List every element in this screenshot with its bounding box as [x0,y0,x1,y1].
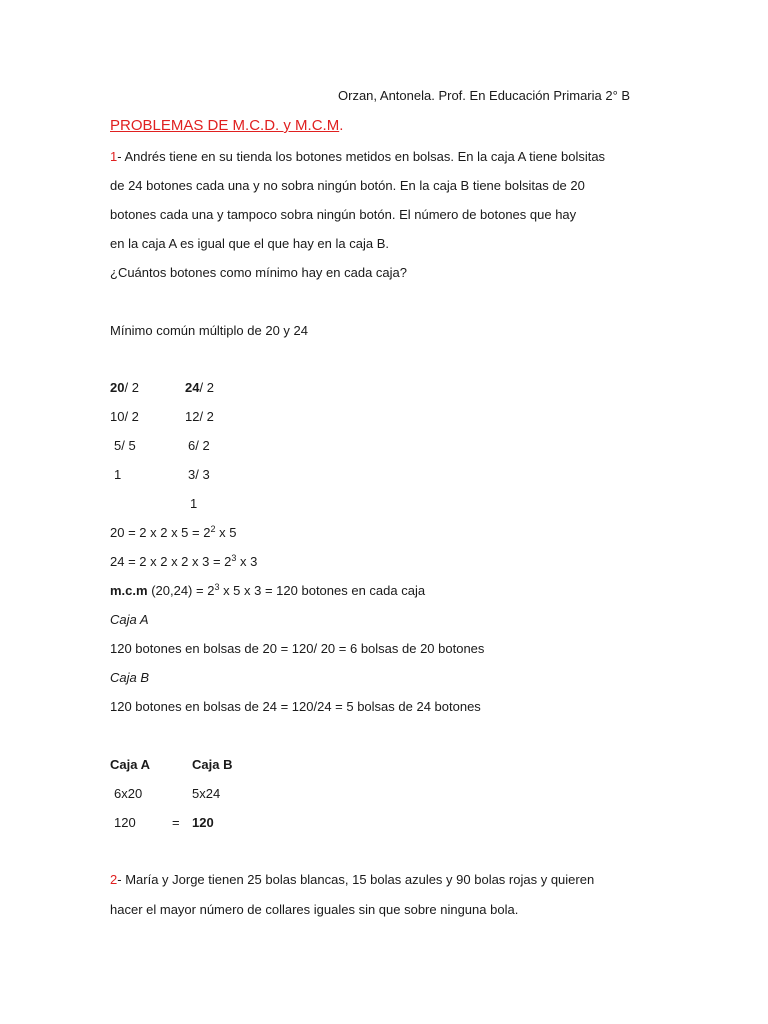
factorization-20-tail: x 5 [215,525,237,540]
division-right-row-4: 3/ 3 [188,467,210,482]
problem-2-line-1 [110,871,594,889]
title-period: . [339,117,344,134]
caja-a-label: Caja A [110,612,149,627]
problem-1-line-1 [110,148,605,166]
summary-total-a: 120 [114,815,136,830]
caja-a-calculation: 120 botones en bolsas de 20 = 120/ 20 = 6 bolsas de 20 botones [110,641,485,656]
summary-header-a: Caja A [110,757,150,772]
summary-calc-a: 6x20 [114,786,143,801]
caja-b-calculation: 120 botones en bolsas de 24 = 120/24 = 5 bolsas de 24 botones [110,699,481,714]
division-left-row-4: 1 [114,467,122,482]
problem-2-line-2: hacer el mayor número de collares iguales sin que sobre ninguna bola. [110,902,519,917]
summary-calc-b: 5x24 [192,786,221,801]
division-right-row-3: 6/ 2 [188,438,210,453]
problem-1-line-4: en la caja A es igual que el que hay en la caja B. [110,236,389,251]
problem-1-question: ¿Cuántos botones como mínimo hay en cada caja? [110,265,408,280]
summary-header-b: Caja B [192,757,233,772]
problem-2-dash: - [117,872,126,887]
division-left-row-1 [110,379,139,397]
factorization-24-tail: x 3 [236,554,258,569]
division-left-row-2: 10/ 2 [110,409,139,424]
mcm-exponent: 3 [214,582,220,592]
factorization-24 [110,553,257,571]
document-title [110,117,343,135]
division-right-row-2: 12/ 2 [185,409,214,424]
title-text: PROBLEMAS DE M.C.D. y M.C.M [110,117,340,134]
factorization-20-text: 20 = 2 x 2 x 5 = 2 [110,525,211,540]
problem-1-text: Andrés tiene en su tienda los botones metidos en bolsas. En la caja A tiene bolsitas [124,149,606,164]
factorization-24-exponent: 3 [231,553,237,563]
division-right-row-1 [185,379,214,397]
problem-2-number: 2 [110,872,118,887]
division-left-start: 20 [110,380,125,395]
division-left-row-3: 5/ 5 [114,438,136,453]
factorization-20-exponent: 2 [210,524,216,534]
problem-1-dash: - [117,149,125,164]
mcm-text: (20,24) = 2 [147,583,215,598]
division-right-divisor: / 2 [199,380,214,395]
mcm-label: m.c.m [110,583,148,598]
lcm-heading: Mínimo común múltiplo de 20 y 24 [110,323,308,338]
caja-b-label: Caja B [110,670,150,685]
summary-equals: = [172,815,180,830]
division-right-start: 24 [185,380,200,395]
division-left-divisor: / 2 [124,380,139,395]
problem-2-text: María y Jorge tienen 25 bolas blancas, 15 bolas azules y 90 bolas rojas y quieren [125,872,595,887]
mcm-result [110,582,425,600]
factorization-24-text: 24 = 2 x 2 x 2 x 3 = 2 [110,554,232,569]
factorization-20 [110,524,236,542]
problem-1-line-2: de 24 botones cada una y no sobra ningún botón. En la caja B tiene bolsitas de 20 [110,178,585,193]
problem-1-line-3: botones cada una y tampoco sobra ningún botón. El número de botones que hay [110,207,577,222]
problem-1-number: 1 [110,149,118,164]
summary-total-b: 120 [192,815,214,830]
mcm-tail: x 5 x 3 = 120 botones en cada caja [219,583,426,598]
page-header: Orzan, Antonela. Prof. En Educación Primaria 2° B [338,88,631,103]
division-right-row-5: 1 [190,496,198,511]
